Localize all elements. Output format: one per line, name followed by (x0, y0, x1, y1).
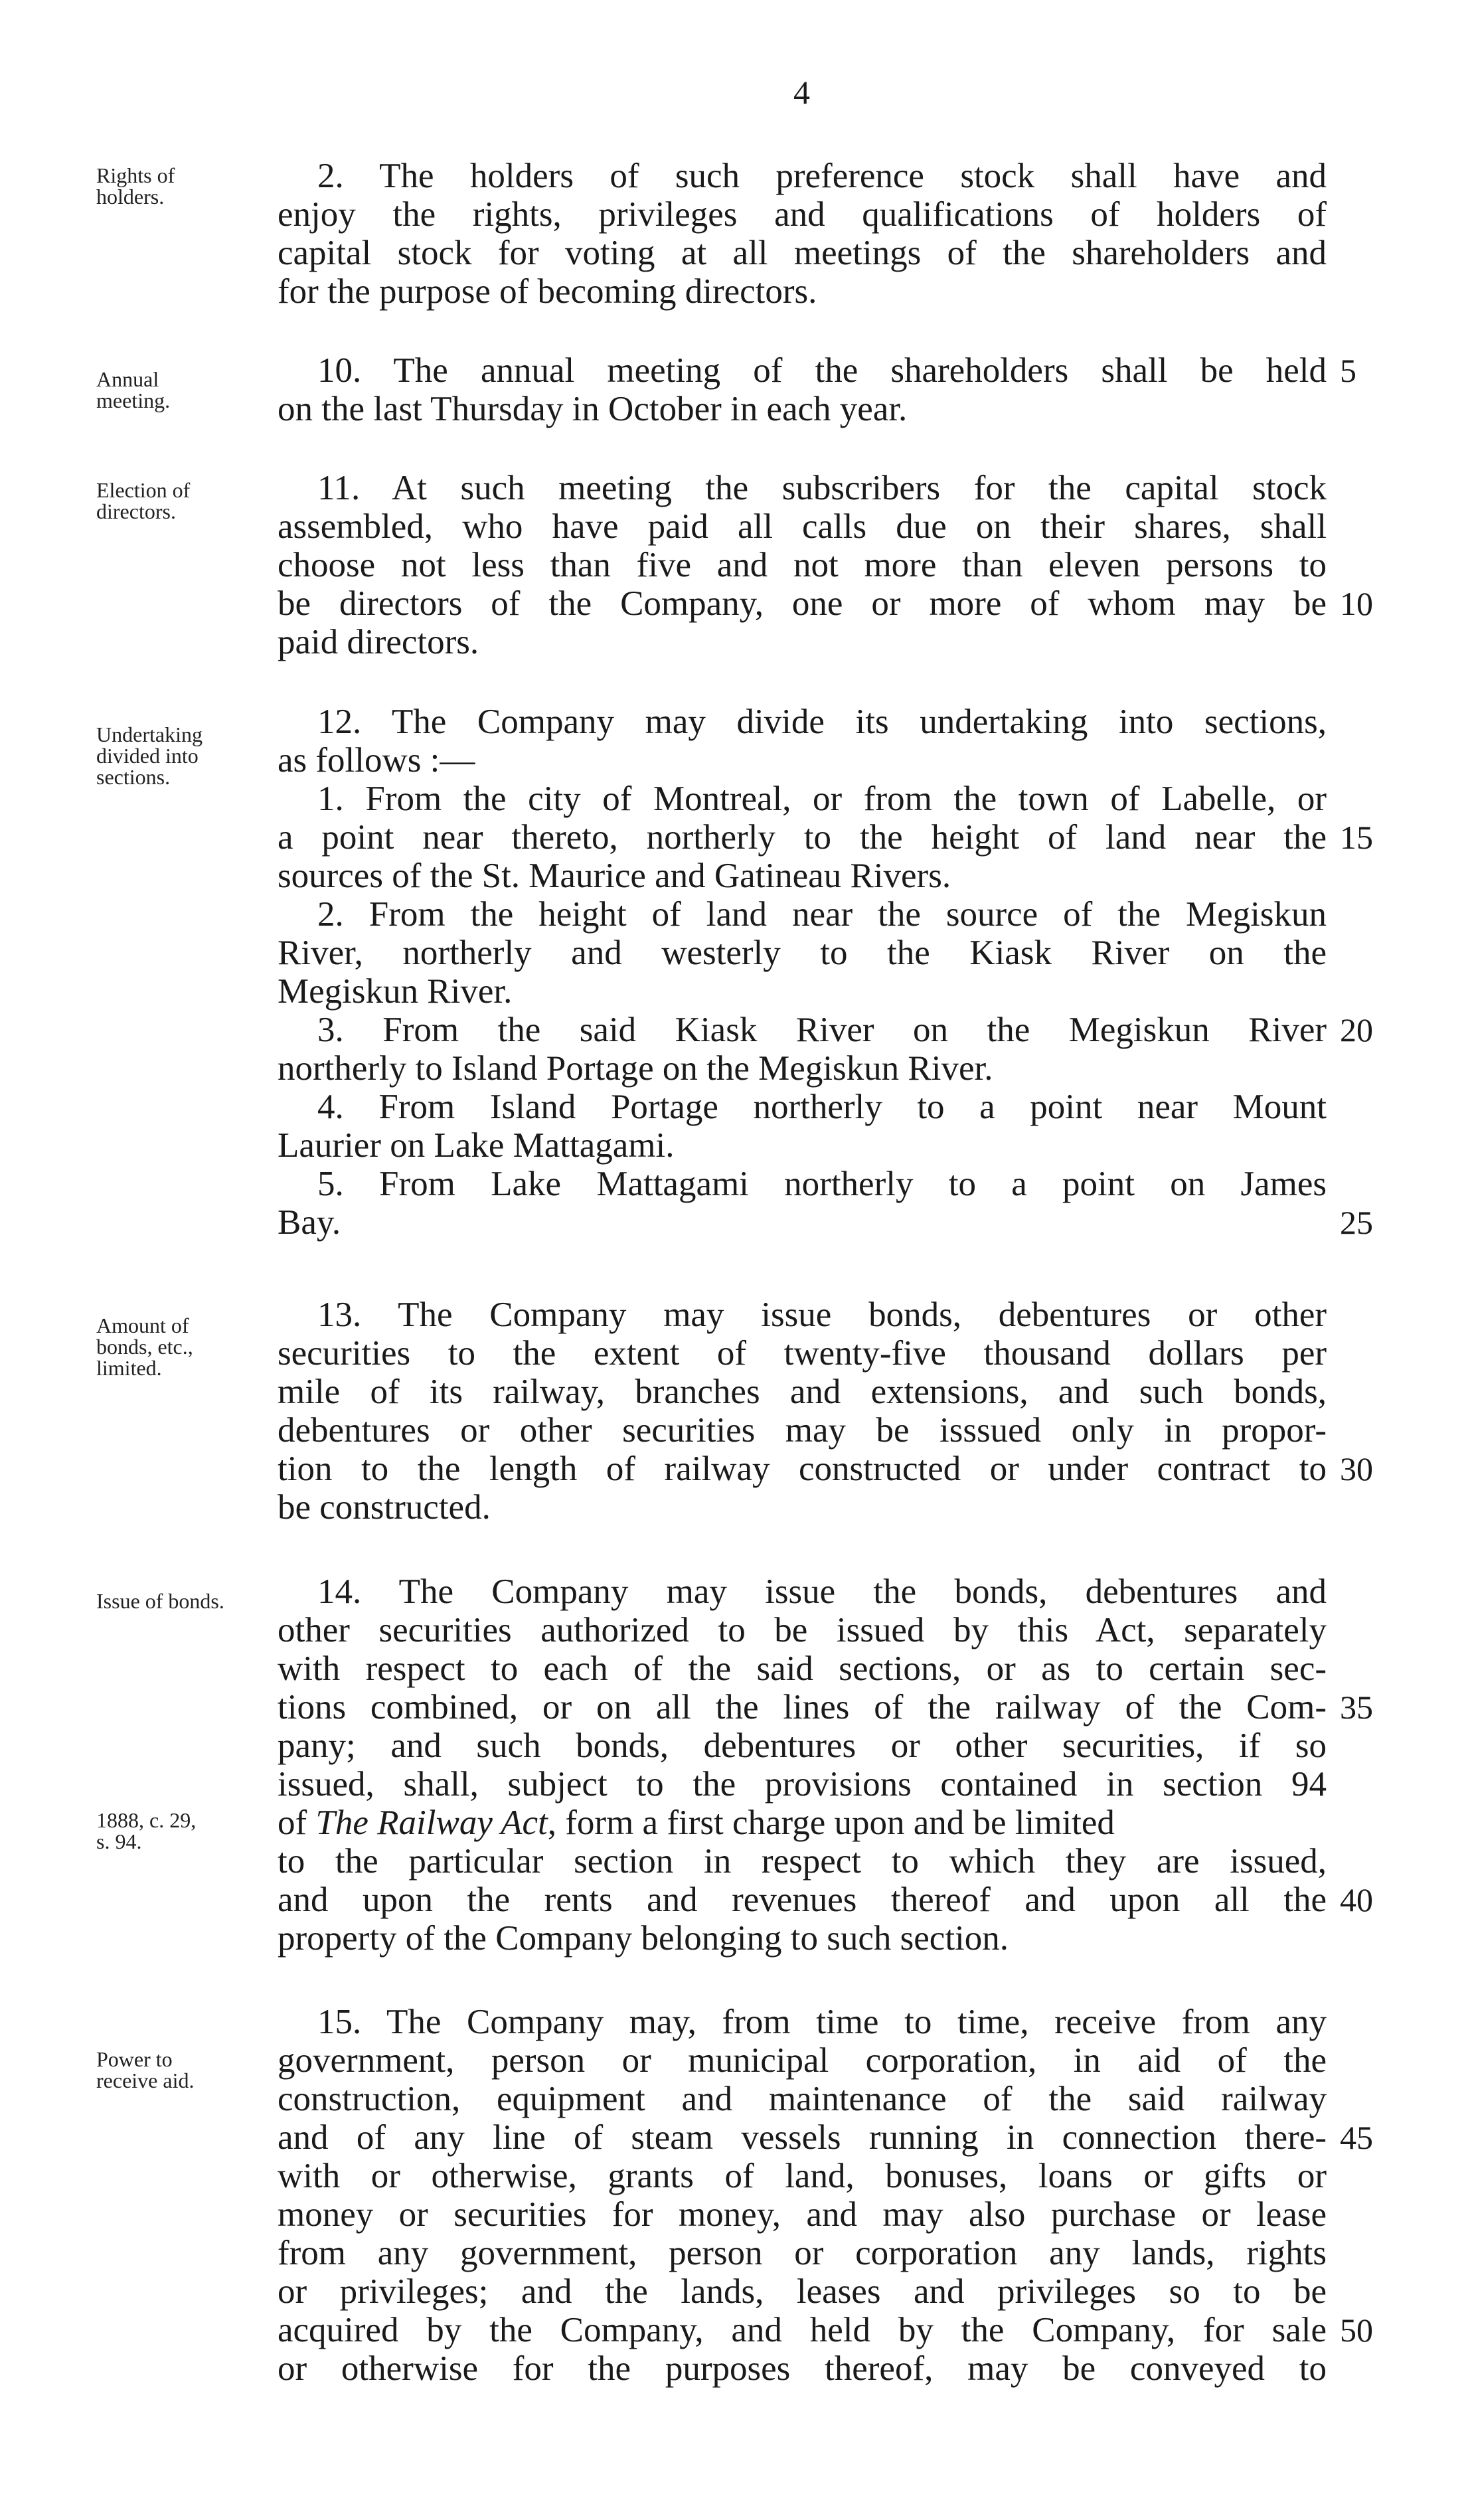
line-number: 40 (1340, 1881, 1373, 1918)
text-line: with respect to each of the said sections, or as to certain sec- (278, 1649, 1327, 1688)
margin-note-line: Undertaking (96, 722, 203, 746)
text-line: be directors of the Company, one or more of whom may be (278, 584, 1327, 623)
line-number: 35 (1340, 1689, 1373, 1726)
margin-note-line: Election of (96, 478, 191, 502)
text-line: government, person or municipal corporation, in aid of the (278, 2041, 1327, 2080)
line-number: 5 (1340, 352, 1356, 389)
margin-note-line: Issue of bonds. (96, 1589, 224, 1613)
margin-note-line: sections. (96, 765, 171, 789)
margin-note-line: Power to (96, 2047, 173, 2071)
text-line: on the last Thursday in October in each year. (278, 390, 908, 428)
text-line: enjoy the rights, privileges and qualifications of holders of (278, 195, 1327, 234)
text-line: and of any line of steam vessels running in connection there- (278, 2118, 1327, 2157)
text-line: and upon the rents and revenues thereof and upon all the (278, 1881, 1327, 1919)
margin-note-line: meeting. (96, 388, 171, 412)
margin-note-line: holders. (96, 185, 165, 209)
margin-note-line: receive aid. (96, 2068, 195, 2092)
margin-note-issue-of-bonds (96, 1590, 224, 1612)
text-line: be constructed. (278, 1488, 491, 1527)
line-number: 30 (1340, 1450, 1373, 1487)
margin-note-line: divided into (96, 744, 199, 768)
margin-note-line: bonds, etc., (96, 1335, 193, 1359)
line-number: 15 (1340, 819, 1373, 856)
text-line: tion to the length of railway constructed or under contract to (278, 1450, 1327, 1488)
margin-note-amount-of-bonds (96, 1315, 193, 1379)
section-11-line: 11. At such meeting the subscribers for the capital stock (317, 469, 1327, 507)
margin-note-line: Annual (96, 367, 159, 391)
text-line: 4. From Island Portage northerly to a point near Mount (317, 1088, 1327, 1126)
text-line: tions combined, or on all the lines of the railway of the Com- (278, 1688, 1327, 1726)
text-line: or privileges; and the lands, leases and privileges so to be (278, 2272, 1327, 2311)
section-12-line: 12. The Company may divide its undertaking into sections, (317, 703, 1327, 741)
margin-note-annual-meeting (96, 369, 170, 411)
text-line: issued, shall, subject to the provisions contained in section 94 (278, 1765, 1327, 1804)
section-15-line: 15. The Company may, from time to time, receive from any (317, 2003, 1327, 2041)
section-10-line: 10. The annual meeting of the shareholders shall be held (317, 351, 1327, 390)
margin-note-rights-of-holders (96, 165, 175, 207)
text-line: pany; and such bonds, debentures or other securities, if so (278, 1726, 1327, 1765)
text-line-with-act-title (278, 1803, 1327, 1843)
text-line: Bay. (278, 1203, 341, 1242)
text-line: Laurier on Lake Mattagami. (278, 1126, 675, 1165)
text-fragment: of (278, 1804, 307, 1842)
text-line: acquired by the Company, and held by the Company, for sale (278, 2311, 1327, 2349)
text-line: from any government, person or corporation any lands, rights (278, 2234, 1327, 2272)
text-line: as follows :— (278, 741, 475, 780)
text-fragment: , form a first charge upon and be limited (547, 1804, 1115, 1842)
text-line: securities to the extent of twenty-five thousand dollars per (278, 1334, 1327, 1373)
margin-note-power-to-receive-aid (96, 2049, 194, 2091)
text-line: Megiskun River. (278, 972, 513, 1011)
text-line: property of the Company belonging to such section. (278, 1919, 1009, 1958)
line-number: 50 (1340, 2311, 1373, 2349)
margin-note-election-of-directors (96, 479, 190, 522)
line-number: 20 (1340, 1011, 1373, 1049)
text-line: 5. From Lake Mattagami northerly to a point on James (317, 1165, 1327, 1203)
text-line: mile of its railway, branches and extensions, and such bonds, (278, 1373, 1327, 1411)
margin-note-line: Rights of (96, 163, 175, 187)
margin-note-undertaking-divided (96, 724, 203, 788)
margin-note-line: limited. (96, 1356, 162, 1380)
section-13-line: 13. The Company may issue bonds, debentures or other (317, 1296, 1327, 1334)
section-14-line: 14. The Company may issue the bonds, debentures and (317, 1572, 1327, 1611)
text-line: 3. From the said Kiask River on the Megiskun River (317, 1011, 1327, 1049)
text-line: debentures or other securities may be isssued only in propor- (278, 1411, 1327, 1450)
margin-note-act-reference (96, 1809, 196, 1852)
text-line: 1. From the city of Montreal, or from the town of Labelle, or (317, 780, 1327, 818)
margin-note-line: 1888, c. 29, (96, 1808, 197, 1832)
text-line: paid directors. (278, 623, 479, 661)
act-title: The Railway Act (315, 1804, 548, 1842)
margin-note-line: directors. (96, 499, 176, 523)
text-line: 2. From the height of land near the source of the Megiskun (317, 895, 1327, 934)
text-line: a point near thereto, northerly to the height of land near the (278, 818, 1327, 857)
text-line: to the particular section in respect to which they are issued, (278, 1842, 1327, 1881)
text-line: sources of the St. Maurice and Gatineau Rivers. (278, 857, 951, 895)
margin-note-line: s. 94. (96, 1829, 142, 1853)
line-number: 25 (1340, 1204, 1373, 1241)
text-line: River, northerly and westerly to the Kiask River on the (278, 934, 1327, 972)
text-line: 2. The holders of such preference stock shall have and (317, 157, 1327, 195)
line-number: 45 (1340, 2119, 1373, 2156)
text-line: for the purpose of becoming directors. (278, 272, 817, 311)
page-number: 4 (793, 74, 810, 111)
text-line: money or securities for money, and may also purchase or lease (278, 2195, 1327, 2234)
text-line: capital stock for voting at all meetings of the shareholders and (278, 234, 1327, 272)
text-line: with or otherwise, grants of land, bonuses, loans or gifts or (278, 2157, 1327, 2195)
line-number: 10 (1340, 585, 1373, 622)
margin-note-line: Amount of (96, 1313, 189, 1337)
text-line: choose not less than five and not more than eleven persons to (278, 546, 1327, 584)
text-line: or otherwise for the purposes thereof, may be conveyed to (278, 2349, 1327, 2388)
text-line: assembled, who have paid all calls due on their shares, shall (278, 507, 1327, 546)
text-line: northerly to Island Portage on the Megiskun River. (278, 1049, 993, 1088)
text-line: other securities authorized to be issued by this Act, separately (278, 1611, 1327, 1649)
text-line: construction, equipment and maintenance of the said railway (278, 2080, 1327, 2118)
